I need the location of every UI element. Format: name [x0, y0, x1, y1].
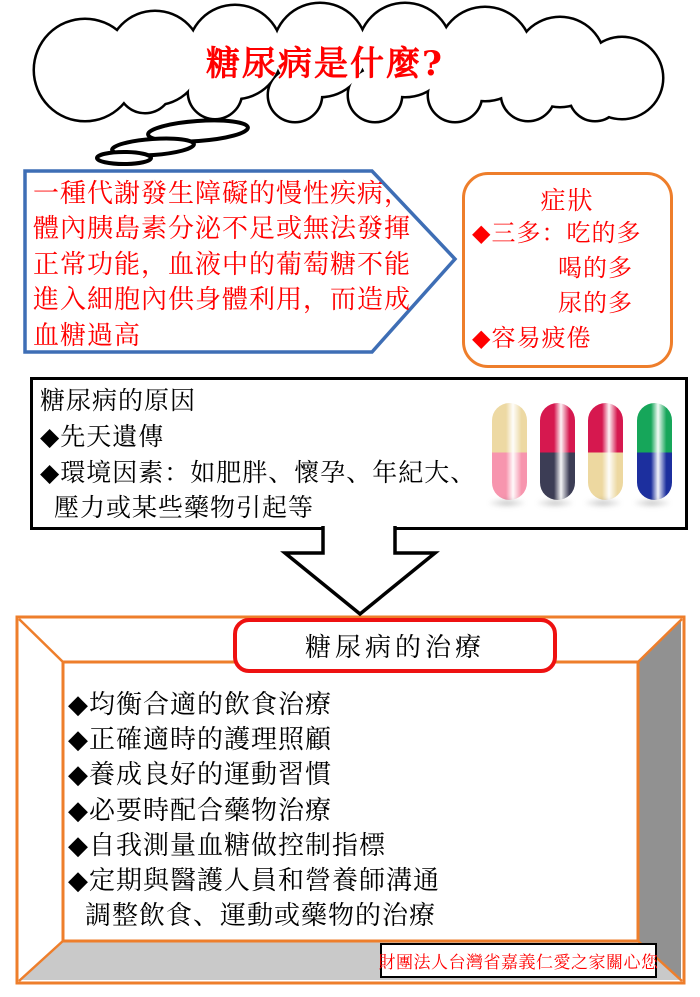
- treatment-heading: 糖尿病的治療: [304, 633, 485, 663]
- symptom-line: ◆容易疲倦: [472, 324, 592, 352]
- footer-credit-box: [380, 943, 657, 978]
- footer-credit-text: 財團法人台灣省嘉義仁愛之家關心您: [378, 953, 659, 973]
- treatment-item: ◆自我測量血糖做控制指標: [68, 830, 386, 861]
- thought-bubbles: [97, 118, 249, 164]
- treatment-item: ◆定期與醫護人員和營養師溝通: [68, 866, 440, 897]
- symptoms-box: [462, 172, 673, 368]
- cause-line: 壓力或某些藥物引起等: [54, 493, 315, 523]
- treatment-title-box: [233, 618, 557, 673]
- down-arrow-shape: [285, 526, 435, 614]
- treatment-item: ◆正確適時的護理照顧: [68, 725, 332, 756]
- definition-line: 體內胰島素分泌不足或無法發揮: [33, 214, 412, 245]
- down-arrow-icon: [275, 518, 445, 618]
- board-right-shadow: [638, 620, 681, 980]
- capsule-icon: [540, 403, 575, 500]
- cause-line: ◆環境因素：如肥胖、懷孕、年紀大、: [40, 457, 477, 487]
- treatment-item: ◆養成良好的運動習慣: [68, 760, 332, 791]
- symptom-line: ◆三多：吃的多: [472, 219, 642, 247]
- thought-cloud-icon: [20, 0, 680, 170]
- definition-line: 進入細胞內供身體利用，而造成: [33, 285, 412, 316]
- treatment-list: [68, 688, 633, 934]
- capsule-icon: [588, 403, 623, 500]
- treatment-item: ◆必要時配合藥物治療: [68, 795, 332, 826]
- cause-line: ◆先天遺傳: [40, 421, 165, 451]
- symptoms-heading: 症狀: [540, 186, 595, 215]
- definition-line: 一種代謝發生障礙的慢性疾病，: [33, 179, 412, 209]
- definition-line: 血糖過高: [33, 320, 142, 351]
- definition-text: [33, 177, 433, 354]
- symptom-line: 尿的多: [558, 289, 633, 317]
- capsule-icon: [492, 403, 527, 500]
- definition-line: 正常功能，血液中的葡萄糖不能: [33, 249, 412, 280]
- page-title: 糖尿病是什麼?: [206, 44, 444, 84]
- treatment-item: ◆均衡合適的飲食治療: [68, 690, 332, 720]
- symptom-line: 喝的多: [558, 254, 633, 282]
- causes-heading: 糖尿病的原因: [40, 386, 197, 415]
- capsule-icon: [637, 403, 672, 500]
- causes-text: [40, 383, 480, 526]
- treatment-item: 調整飲食、運動或藥物的治療: [85, 901, 437, 932]
